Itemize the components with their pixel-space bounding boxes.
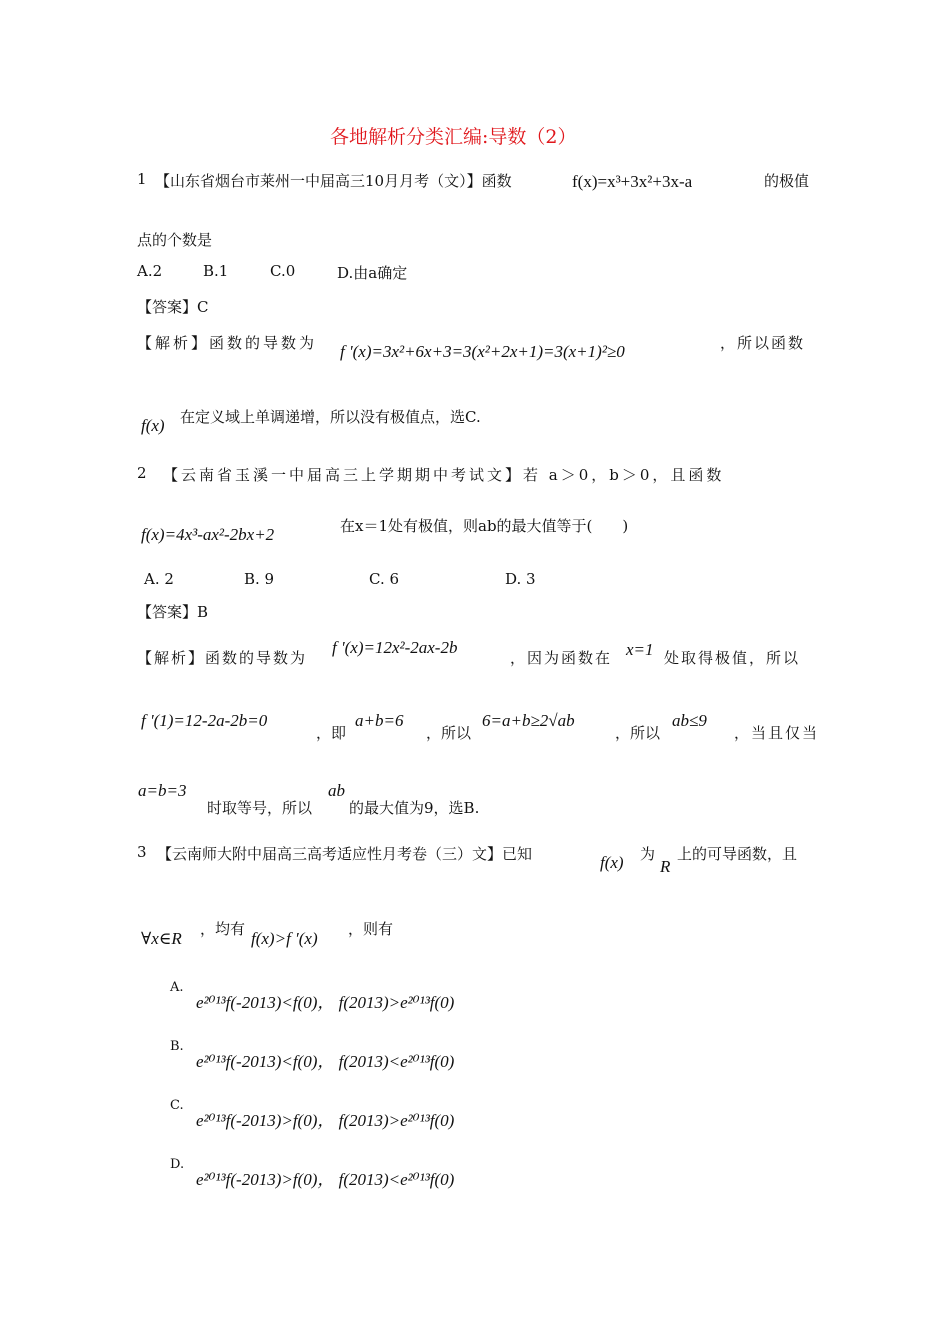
q2-line4-t2: 的最大值为9，选B.: [349, 799, 480, 817]
q2-option-d: D. 3: [505, 570, 536, 588]
q2-line4-formula1: a=b=3: [138, 781, 187, 800]
q3-R: R: [660, 857, 671, 876]
q3-t1: 为: [640, 845, 656, 863]
q2-line3-t1: ，即: [316, 724, 347, 742]
q3-fx: f(x): [600, 853, 624, 872]
q3-t4: ，则有: [348, 920, 394, 938]
q1-formula: f(x)=x³+3x²+3x-a: [572, 172, 693, 191]
q2-line4-t1: 时取等号，所以: [207, 799, 313, 817]
q1-analysis-label: 【解析】函数的导数为: [137, 334, 318, 352]
q2-line3-formula2: a+b=6: [355, 711, 404, 730]
q3-option-d-label: D.: [170, 1157, 185, 1172]
q1-option-c: C.0: [270, 262, 296, 280]
q2-line3-t3: ，所以: [615, 724, 661, 742]
q3-number: 3: [137, 843, 147, 861]
q2-line3-formula3: 6=a+b≥2√ab: [482, 711, 575, 730]
q3-option-b: e²⁰¹³f(-2013)<f(0)， f(2013)<e²⁰¹³f(0): [196, 1052, 455, 1071]
q2-condition: 在x＝1处有极值，则ab的最大值等于( ): [340, 517, 629, 535]
q1-source: 【山东省烟台市莱州一中届高三10月月考（文）】函数: [155, 172, 512, 190]
q3-option-a-label: A.: [170, 980, 184, 995]
q2-formula: f(x)=4x³-ax²-2bx+2: [141, 525, 275, 544]
q3-inequality: f(x)>f ′(x): [251, 929, 318, 948]
q2-line3-formula4: ab≤9: [672, 711, 707, 730]
q2-number: 2: [137, 464, 147, 482]
q2-option-a: A. 2: [144, 570, 174, 588]
q1-option-a: A.2: [137, 262, 163, 280]
q2-option-c: C. 6: [369, 570, 400, 588]
q2-source: 【云南省玉溪一中届高三上学期期中考试文】若 a＞0，b＞0，且函数: [163, 466, 725, 484]
q1-line2: 点的个数是: [137, 231, 213, 249]
q2-analysis-label: 【解析】函数的导数为: [137, 649, 308, 667]
q1-analysis-after: ，所以函数: [720, 334, 806, 352]
q2-text1: ，因为函数在: [510, 649, 613, 667]
q3-option-a: e²⁰¹³f(-2013)<f(0)， f(2013)>e²⁰¹³f(0): [196, 993, 455, 1012]
q1-option-d: D.由a确定: [337, 264, 408, 282]
q3-option-c: e²⁰¹³f(-2013)>f(0)， f(2013)>e²⁰¹³f(0): [196, 1111, 455, 1130]
q2-derivative: f '(x)=12x²-2ax-2b: [332, 638, 458, 657]
q2-x-eq-1: x=1: [626, 640, 654, 659]
q1-conclusion: 在定义域上单调递增，所以没有极值点，选C.: [180, 408, 481, 426]
q2-line3-t4: ，当且仅当: [734, 724, 820, 742]
q3-option-c-label: C.: [170, 1098, 184, 1113]
q1-answer: 【答案】C: [137, 298, 209, 316]
q3-t2: 上的可导函数，且: [677, 845, 798, 863]
q2-line3-formula1: f '(1)=12-2a-2b=0: [141, 711, 268, 730]
page-title: 各地解析分类汇编:导数（2）: [330, 126, 577, 148]
q2-answer: 【答案】B: [137, 603, 209, 621]
q1-number: 1: [137, 170, 147, 188]
q3-option-d: e²⁰¹³f(-2013)>f(0)， f(2013)<e²⁰¹³f(0): [196, 1170, 455, 1189]
q1-fx: f(x): [141, 416, 165, 435]
q3-t3: ，均有: [200, 920, 246, 938]
q3-forall: ∀x∈R: [141, 929, 182, 948]
q2-text2: 处取得极值，所以: [664, 649, 801, 667]
q1-after: 的极值: [764, 172, 810, 190]
q3-option-b-label: B.: [170, 1039, 184, 1054]
q2-line3-t2: ，所以: [426, 724, 472, 742]
q3-source: 【云南师大附中届高三高考适应性月考卷（三）文】已知: [157, 845, 533, 863]
q1-option-b: B.1: [203, 262, 229, 280]
q2-option-b: B. 9: [244, 570, 275, 588]
q2-line4-formula2: ab: [328, 781, 345, 800]
q1-analysis-formula: f '(x)=3x²+6x+3=3(x²+2x+1)=3(x+1)²≥0: [340, 342, 625, 361]
